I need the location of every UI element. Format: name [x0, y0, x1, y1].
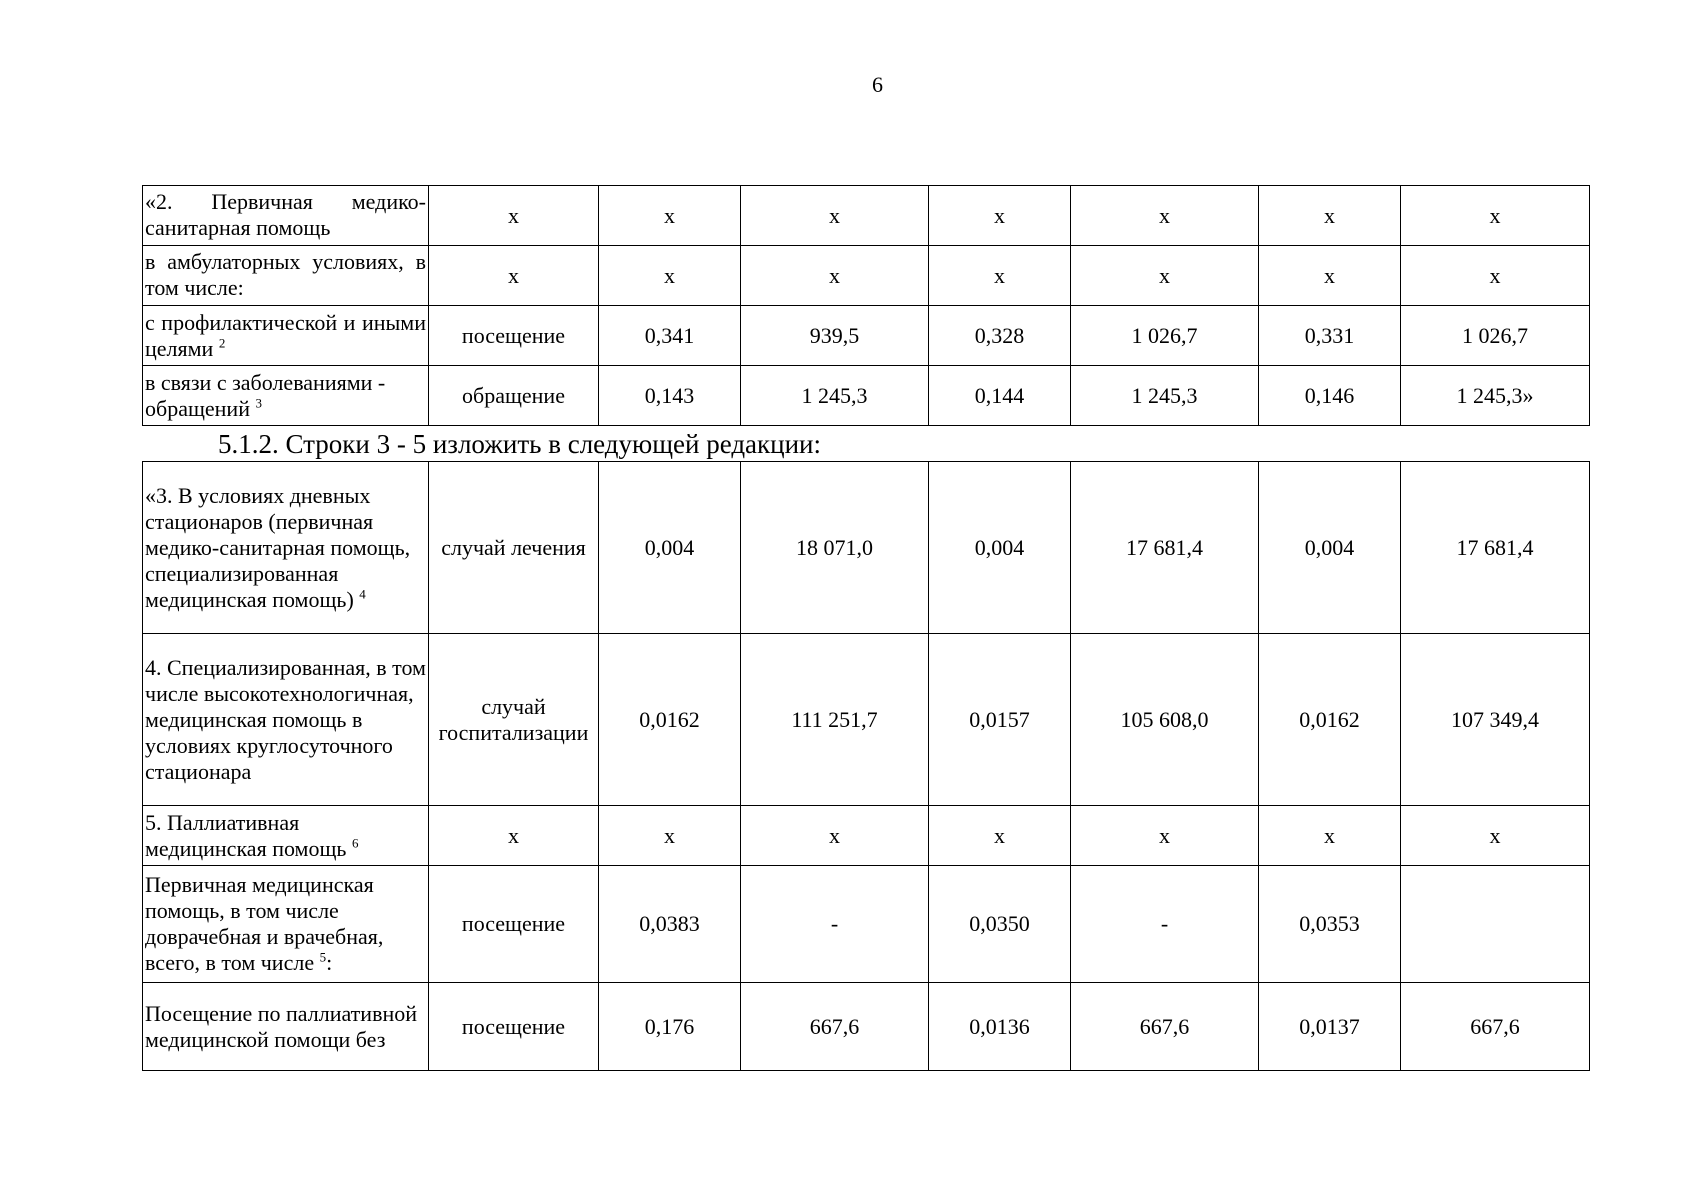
value-cell: х: [1259, 246, 1401, 306]
table-row: [143, 983, 1590, 1071]
value-cell: 1 245,3: [741, 366, 929, 426]
unit-cell: х: [429, 246, 599, 306]
section-heading: 5.1.2. Строки 3 - 5 изложить в следующей редакции:: [218, 429, 822, 459]
value-cell: 667,6: [741, 983, 929, 1071]
value-cell: 0,0383: [599, 866, 741, 983]
table-row: [143, 246, 1590, 306]
unit-cell: случай лечения: [429, 462, 599, 634]
value-cell: 0,0350: [929, 866, 1071, 983]
value-cell: 1 245,3»: [1401, 366, 1590, 426]
row-label: Посещение по паллиативной медицинской помощи без: [143, 983, 429, 1071]
value-cell: 0,176: [599, 983, 741, 1071]
value-cell: 0,0136: [929, 983, 1071, 1071]
value-cell: 0,004: [929, 462, 1071, 634]
footnote-mark: 2: [218, 335, 226, 351]
value-cell: х: [741, 246, 929, 306]
page-number: 6: [872, 72, 883, 97]
value-cell: х: [741, 186, 929, 246]
value-cell: х: [929, 186, 1071, 246]
value-cell: 107 349,4: [1401, 634, 1590, 806]
value-cell: х: [1259, 186, 1401, 246]
value-cell: х: [599, 186, 741, 246]
row-label: с профилактической и иными целями $^2$: [143, 306, 429, 366]
value-cell: 0,328: [929, 306, 1071, 366]
unit-cell: х: [429, 806, 599, 866]
value-cell: 0,0137: [1259, 983, 1401, 1071]
unit-cell: случай госпитализации: [429, 634, 599, 806]
value-cell: х: [1071, 806, 1259, 866]
value-cell: 667,6: [1071, 983, 1259, 1071]
value-cell: 0,144: [929, 366, 1071, 426]
value-cell: 0,0353: [1259, 866, 1401, 983]
unit-cell: х: [429, 186, 599, 246]
value-cell: [1401, 866, 1590, 983]
value-cell: 0,331: [1259, 306, 1401, 366]
value-cell: 0,004: [599, 462, 741, 634]
row-label: в связи с заболеваниями - обращений $^3$: [143, 366, 429, 426]
value-cell: -: [1071, 866, 1259, 983]
table-second-part: [142, 461, 1590, 1071]
footnote-mark: 6: [351, 835, 359, 851]
value-cell: 111 251,7: [741, 634, 929, 806]
table-row: [143, 866, 1590, 983]
value-cell: 18 071,0: [741, 462, 929, 634]
value-cell: х: [1259, 806, 1401, 866]
value-cell: -: [741, 866, 929, 983]
table-row: [143, 462, 1590, 634]
footnote-mark: 4: [359, 586, 366, 602]
value-cell: 939,5: [741, 306, 929, 366]
unit-cell: посещение: [429, 983, 599, 1071]
table-first-part: [142, 185, 1590, 426]
value-cell: 0,341: [599, 306, 741, 366]
row-label: 4. Специализированная, в том числе высокотехнологичная, медицинская помощь в условиях круглосуточного стационара: [143, 634, 429, 806]
value-cell: х: [1071, 186, 1259, 246]
value-cell: х: [929, 246, 1071, 306]
row-label: в амбулаторных условиях, в том числе:: [143, 246, 429, 306]
value-cell: х: [741, 806, 929, 866]
value-cell: х: [1401, 186, 1590, 246]
value-cell: 0,0157: [929, 634, 1071, 806]
table-row: [143, 634, 1590, 806]
unit-cell: посещение: [429, 866, 599, 983]
value-cell: 105 608,0: [1071, 634, 1259, 806]
value-cell: 17 681,4: [1071, 462, 1259, 634]
value-cell: х: [929, 806, 1071, 866]
value-cell: 0,004: [1259, 462, 1401, 634]
value-cell: х: [1401, 246, 1590, 306]
unit-cell: обращение: [429, 366, 599, 426]
row-label: «2. Первичная медико-санитарная помощь: [143, 186, 429, 246]
value-cell: 17 681,4: [1401, 462, 1590, 634]
table-row: [143, 806, 1590, 866]
footnote-mark: 3: [255, 395, 262, 411]
row-label: Первичная медицинская помощь, в том числе доврачебная и врачебная, всего, в том числе $^5$:: [143, 866, 429, 983]
value-cell: х: [1401, 806, 1590, 866]
value-cell: 0,146: [1259, 366, 1401, 426]
value-cell: х: [599, 246, 741, 306]
value-cell: 1 026,7: [1401, 306, 1590, 366]
value-cell: 1 026,7: [1071, 306, 1259, 366]
table-row: [143, 186, 1590, 246]
value-cell: 0,0162: [1259, 634, 1401, 806]
footnote-mark: 5: [319, 949, 327, 965]
table-row: [143, 366, 1590, 426]
value-cell: х: [599, 806, 741, 866]
row-label: «3. В условиях дневных стационаров (первичная медико-санитарная помощь, специализированная медицинская помощь) $^4$: [143, 462, 429, 634]
table-row: [143, 306, 1590, 366]
value-cell: 1 245,3: [1071, 366, 1259, 426]
value-cell: 667,6: [1401, 983, 1590, 1071]
row-label: 5. Паллиативная медицинская помощь $^6$: [143, 806, 429, 866]
value-cell: х: [1071, 246, 1259, 306]
value-cell: 0,143: [599, 366, 741, 426]
unit-cell: посещение: [429, 306, 599, 366]
value-cell: 0,0162: [599, 634, 741, 806]
